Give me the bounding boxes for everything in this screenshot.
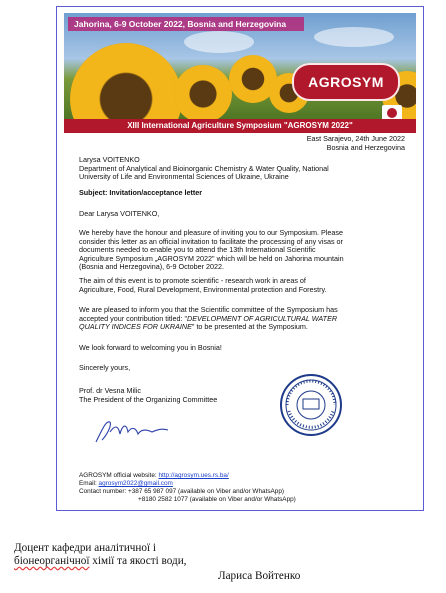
letter-paragraph-4: We look forward to welcoming you in Bosnia! <box>79 343 222 352</box>
banner-date-location: Jahorina, 6-9 October 2022, Bosnia and Herzegovina <box>68 17 304 31</box>
author-name: Лариса Войтенко <box>218 570 301 582</box>
university-seal <box>279 373 343 437</box>
sunflower-image <box>174 65 232 123</box>
letter-paragraph-2: The aim of this event is to promote scientific - research work in areas of Agriculture, Food, Rural Development, Environmental protection and Forestry. <box>79 276 327 294</box>
letter-subject: Subject: Invitation/acceptance letter <box>79 188 203 197</box>
invitation-letter <box>56 6 424 511</box>
symposium-title: XIII International Agriculture Symposium "AGROSYM 2022" <box>64 119 416 133</box>
letter-date: East Sarajevo, 24th June 2022 Bosnia and Herzegovina <box>306 134 405 152</box>
agrosym-logo: AGROSYM <box>292 63 400 101</box>
cloud-shape <box>314 27 394 47</box>
letter-paragraph-3: We are pleased to inform you that the Scientific committee of the Symposium has accepted your contribution titled: "DEVELOPMENT OF AGRICULTURAL WATER QUALITY INDICES FOR UKRAINE" to be presented at the Symposium. <box>79 305 338 332</box>
contribution-title: DEVELOPMENT OF AGRICULTURAL WATER <box>187 313 338 323</box>
symposium-banner <box>64 13 416 133</box>
recipient-block: Larysa VOITENKO Department of Analytical and Bioinorganic Chemistry & Water Quality, National University of Life and Environmental Sciences of Ukraine, Ukraine <box>79 155 329 182</box>
contact-footer: AGROSYM official website: http://agrosym.ues.rs.ba/ Email: agrosym2022@gmail.com Contact number: +387 65 987 097 (available on Viber and/or WhatsApp) +8180 2582 1077 (available on Viber and/or WhatsApp) <box>79 472 296 503</box>
letter-closing: Sincerely yours, <box>79 363 131 372</box>
author-position: Доцент кафедри аналітичної і біонеорганічної хімії та якості води, <box>14 542 187 567</box>
handwritten-signature <box>92 412 172 448</box>
signer-block: Prof. dr Vesna Milic The President of the Organizing Committee <box>79 386 218 404</box>
email-link[interactable]: agrosym2022@gmail.com <box>98 480 173 487</box>
letter-paragraph-1: We hereby have the honour and pleasure of inviting you to our Symposium. Please consider this letter as an official invitation to facilitate the processing of any visas or documents needed to enable you to attend the 13th International Scientific Agriculture Symposium „AGROSYM 2022" which will be held on Jahorina mountain (Bosnia and Herzegovina), 6-9 October 2022. <box>79 228 344 272</box>
spellcheck-word: біонеорганічної <box>14 555 90 567</box>
cloud-shape <box>184 31 254 53</box>
letter-salutation: Dear Larysa VOITENKO, <box>79 209 160 218</box>
website-link[interactable]: http://agrosym.ues.rs.ba/ <box>158 472 229 479</box>
